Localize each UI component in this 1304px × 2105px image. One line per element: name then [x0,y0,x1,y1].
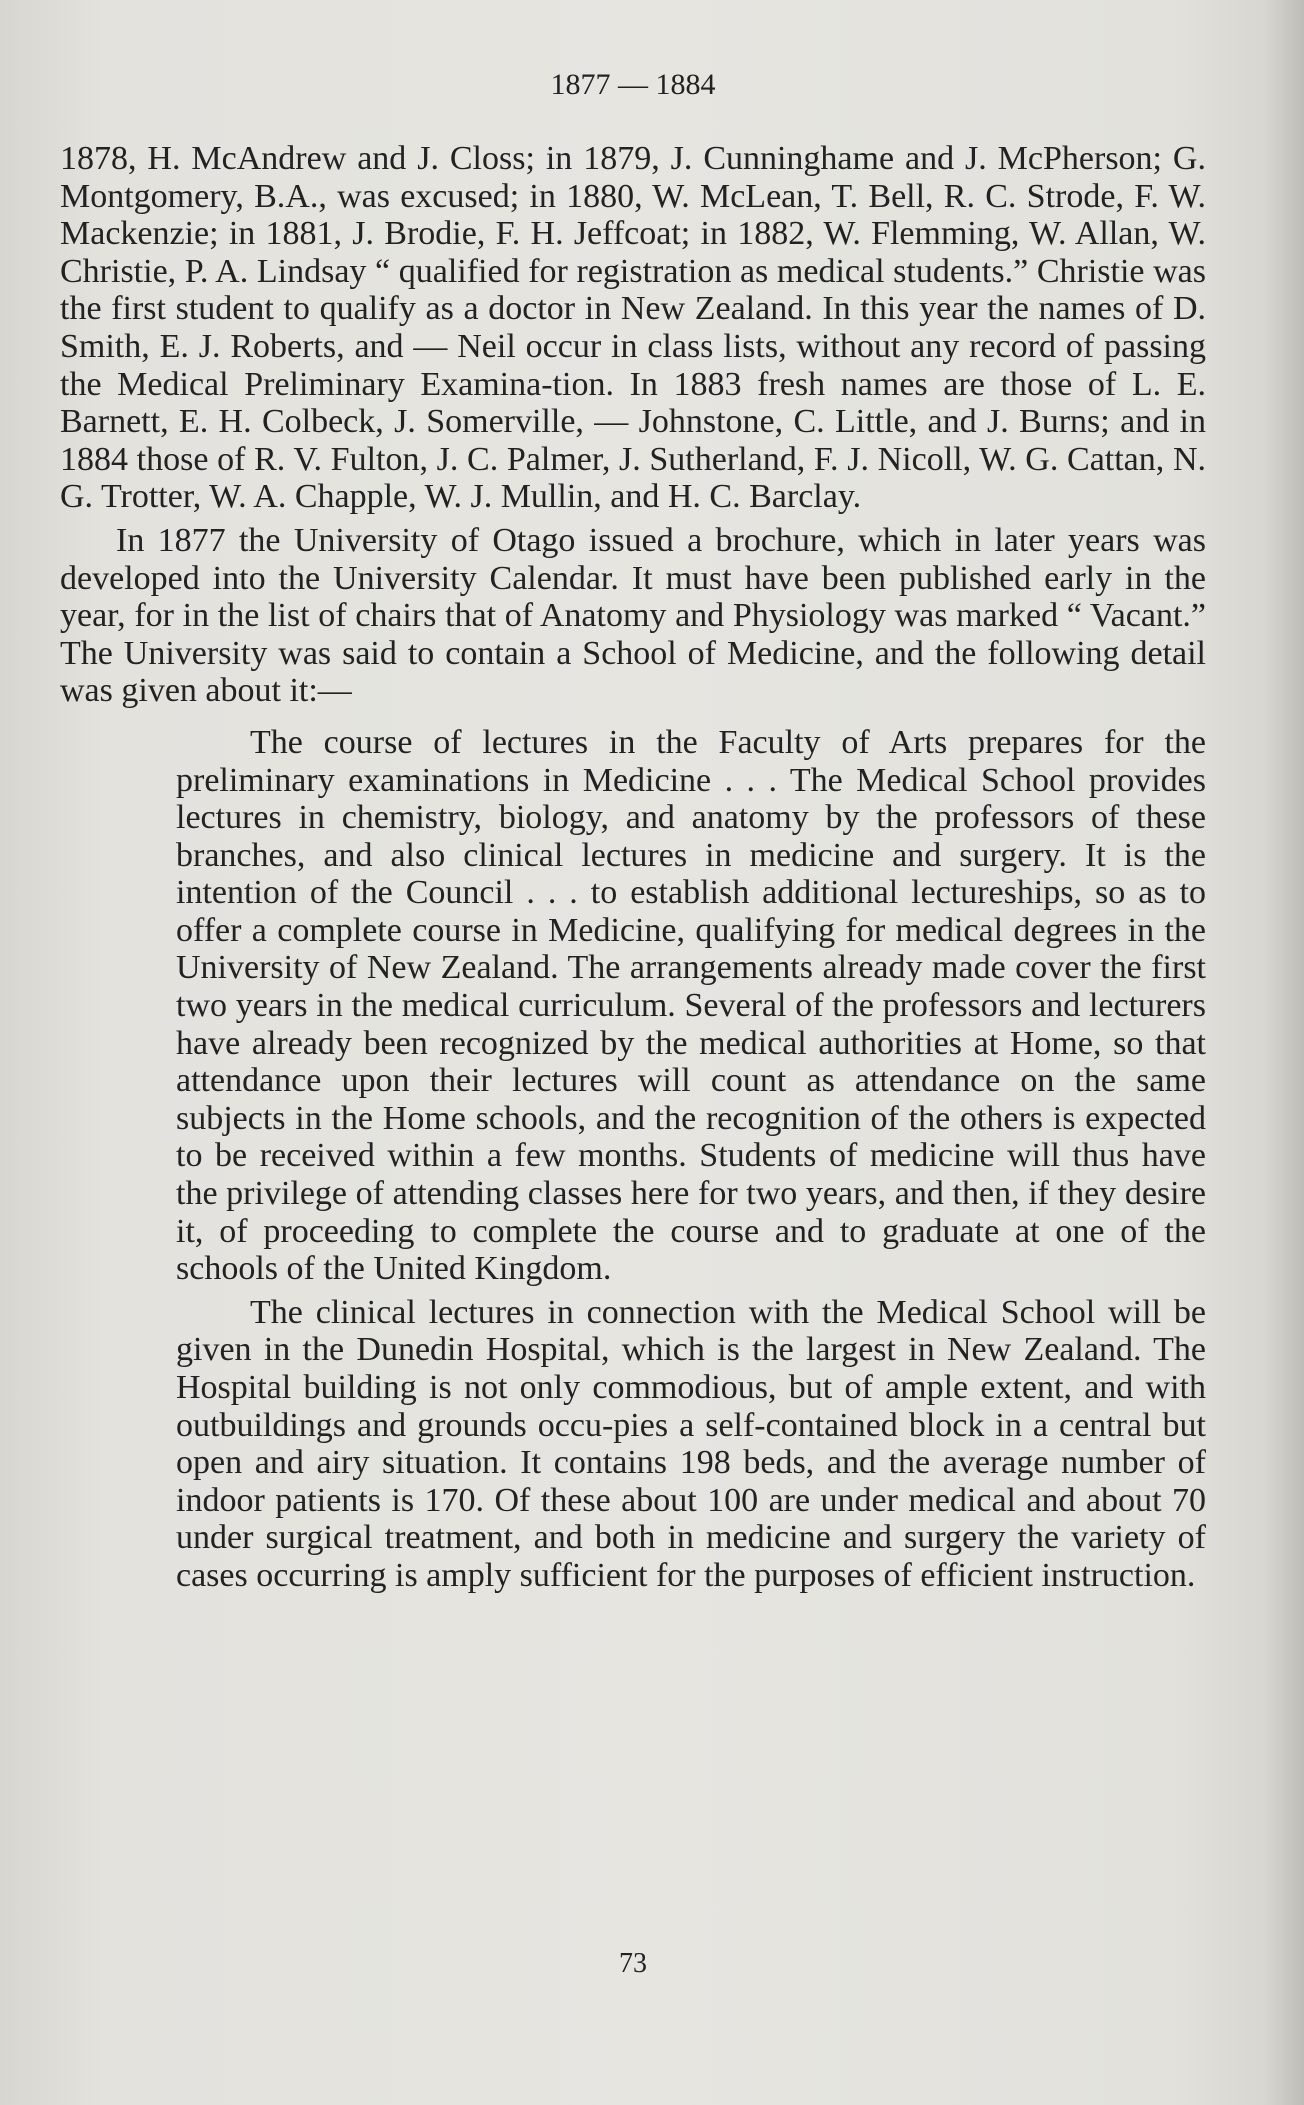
page-edge-shadow [1264,0,1304,2105]
page-body [60,140,1206,1595]
paragraph-student-list: 1878, H. McAndrew and J. Closs; in 1879, J. Cunninghame and J. McPherson; G. Montgomery, B.A., was excused; in 1880, W. McLean, T. Bell, R. C. Strode, F. W. Mackenzie; in 1881, J. Brodie, F. H. Jeffcoat; in 1882, W. Flemming, W. Allan, W. Christie, P. A. Lindsay “ qualified for registration as medical students.” Christie was the first student to qualify as a doctor in New Zealand. In this year the names of D. Smith, E. J. Roberts, and — Neil occur in class lists, without any record of passing the Medical Preliminary Examina-tion. In 1883 fresh names are those of L. E. Barnett, E. H. Colbeck, J. Somerville, — Johnstone, C. Little, and J. Burns; and in 1884 those of R. V. Fulton, J. C. Palmer, J. Sutherland, F. J. Nicoll, W. G. Cattan, N. G. Trotter, W. A. Chapple, W. J. Mullin, and H. C. Barclay. [60,140,1206,516]
page-number: 73 [619,1948,647,1979]
quote-paragraph-course: The course of lectures in the Faculty of Arts prepares for the preliminary examinations in Medicine . . . The Medical School provides lectures in chemistry, biology, and anatomy by the professors of these branches, and also clinical lectures in medicine and surgery. It is the intention of the Council . . . to establish additional lectureships, so as to offer a complete course in Medicine, qualifying for medical degrees in the University of New Zealand. The arrangements already made cover the first two years in the medical curriculum. Several of the professors and lecturers have already been recognized by the medical authorities at Home, so that attendance upon their lectures will count as attendance on the same subjects in the Home schools, and the recognition of the others is expected to be received within a few months. Students of medicine will thus have the privilege of attending classes here for two years, and then, if they desire it, of proceeding to complete the course and to graduate at one of the schools of the United Kingdom. [176,723,1206,1288]
quote-paragraph-clinical: The clinical lectures in connection with the Medical School will be given in the Dunedin Hospital, which is the largest in New Zealand. The Hospital building is not only commodious, but of ample extent, and with outbuildings and grounds occu-pies a self-contained block in a central but open and airy situation. It contains 198 beds, and the average number of indoor patients is 170. Of these about 100 are under medical and about 70 under surgical treatment, and both in medicine and surgery the variety of cases occurring is amply sufficient for the purposes of efficient instruction. [176,1293,1206,1594]
paragraph-brochure: In 1877 the University of Otago issued a brochure, which in later years was developed into the University Calendar. It must have been published early in the year, for in the list of chairs that of Anatomy and Physiology was marked “ Vacant.” The University was said to contain a School of Medicine, and the following detail was given about it:— [60,521,1206,710]
running-header: 1877 — 1884 [550,68,716,101]
